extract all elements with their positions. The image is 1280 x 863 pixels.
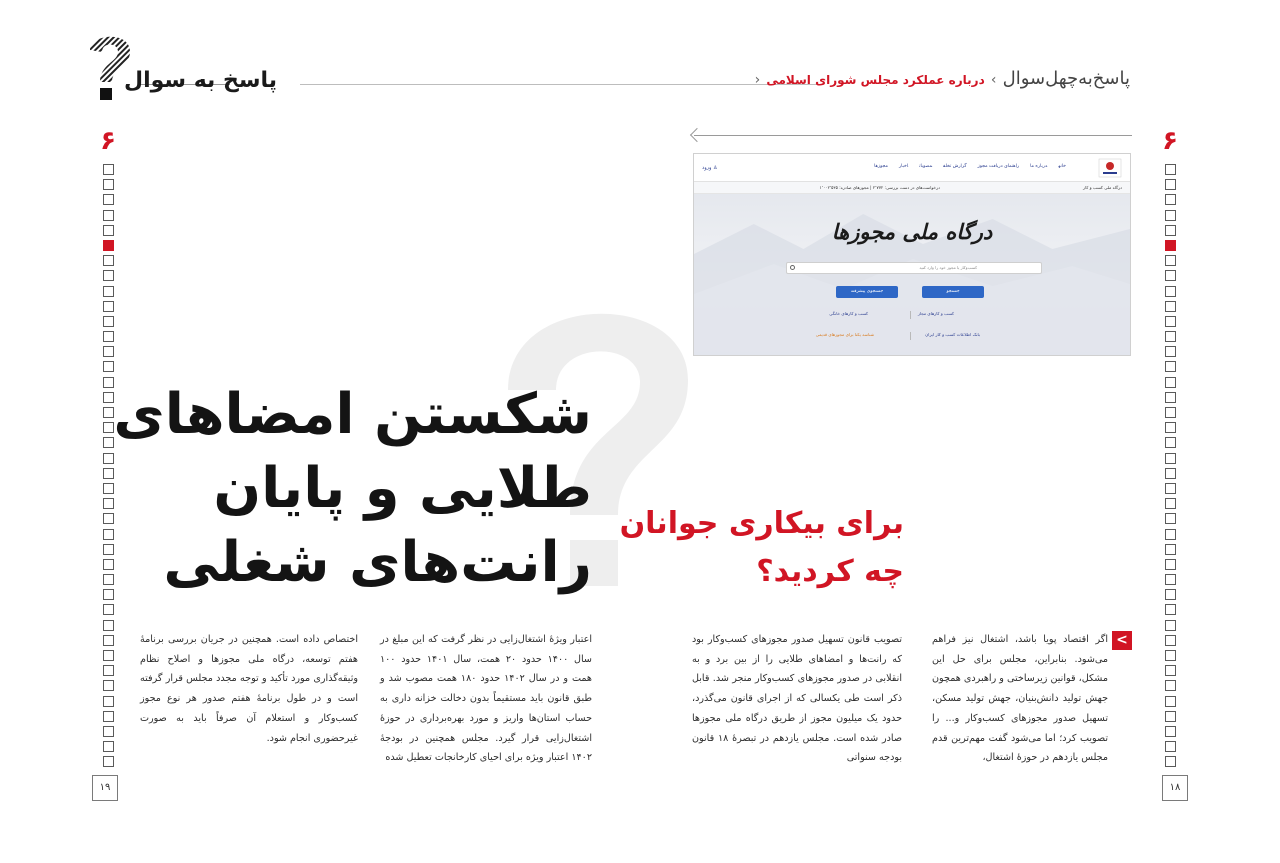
- chapter-box: [1165, 164, 1176, 175]
- right-title-main: پاسخ‌به‌چهل‌سوال: [1002, 68, 1130, 89]
- subbar-title: درگاه ملی کسب و کار: [1083, 185, 1122, 190]
- body-text-a: اعتبار ویژهٔ اشتغال‌زایی در نظر گرفت که این مبلغ در سال ۱۴۰۰ حدود ۲۰ همت، سال ۱۴۰۱ حدود ۱۰۰ همت و در سال ۱۴۰۲ حدود ۱۸۰ همت مصوب شد و طبق قانون باید مستقیماً بدون دخالت خزانه داری به حساب استان‌ها واریز و مورد بهره‌برداری در حوزهٔ اشتغال‌زایی قرار گیرد. مجلس همچنین در بودجهٔ ۱۴۰۲ اعتبار ویژه برای احیای کارخانجات تعطیل شده: [380, 634, 592, 764]
- chapter-box: [1165, 194, 1176, 205]
- chapter-box: [103, 483, 114, 494]
- chapter-box: [1165, 756, 1176, 767]
- chapter-box: [103, 225, 114, 236]
- chapter-box: [103, 711, 114, 722]
- search-placeholder: کسب‌وکار یا مجوز خود را وارد کنید: [919, 265, 977, 270]
- left-section-number: ۶: [100, 126, 116, 156]
- headline-line-3: رانت‌های شغلی: [163, 530, 592, 595]
- chapter-box: [103, 331, 114, 342]
- link-home-businesses[interactable]: کسب و کارهای خانگی: [829, 311, 868, 316]
- chapter-box: [1165, 665, 1176, 676]
- chapter-box: [103, 453, 114, 464]
- right-question-title: [619, 500, 904, 596]
- left-running-title: پاسخ به سوال: [124, 68, 277, 93]
- chapter-box: [1165, 270, 1176, 281]
- body-text-b: اختصاص داده است. همچنین در جریان بررسی برنامهٔ هفتم توسعه، درگاه ملی مجوزها و اصلاح نظام وثیقه‌گذاری مورد تأکید و توجه مجدد مجلس قرار گرفته است و در طول برنامهٔ هفتم صدور هر نوع مجوز کسب‌وکار و استعلام آن صرفاً باید به صورت غیرحضوری انجام شود.: [140, 634, 358, 744]
- link-permitted-businesses[interactable]: کسب و کارهای مجاز: [917, 311, 954, 316]
- left-headline: [113, 378, 592, 600]
- chapter-box: [1165, 726, 1176, 737]
- chapter-box: [1165, 650, 1176, 661]
- chapter-box: [1165, 711, 1176, 722]
- chapter-box: [1165, 437, 1176, 448]
- chapter-box: [103, 635, 114, 646]
- chapter-box: [1165, 225, 1176, 236]
- chapter-box: [103, 468, 114, 479]
- chapter-box: [1165, 741, 1176, 752]
- chapter-box: [1165, 453, 1176, 464]
- chapter-box: [103, 620, 114, 631]
- body-column-c: [932, 630, 1108, 768]
- chapter-box: [103, 696, 114, 707]
- site-nav-items: [863, 164, 1066, 169]
- chapter-box: [1165, 407, 1176, 418]
- chapter-box: [103, 544, 114, 555]
- website-screenshot: [693, 153, 1131, 356]
- chapter-box: [103, 179, 114, 190]
- question-line-2: چه کردید؟: [756, 554, 904, 589]
- right-title-sub: درباره عملکرد مجلس شورای اسلامی: [766, 73, 985, 87]
- chapter-box: [103, 210, 114, 221]
- chapter-box: [103, 726, 114, 737]
- site-nav-item[interactable]: مصوبات: [919, 164, 933, 169]
- subbar-stats: درخواست‌های در دست بررسی: ۲٬۷۷۲ | مجوزهای صادره: ۱٬۰۰۲٬۵۳۵: [819, 185, 940, 190]
- chapter-box: [103, 255, 114, 266]
- chapter-box: [1165, 696, 1176, 707]
- link-unique-id[interactable]: شناسه یکتا برای مجوزهای قدیمی: [815, 332, 874, 337]
- search-input[interactable]: [786, 262, 1042, 274]
- search-button[interactable]: جستجو: [922, 286, 984, 298]
- chapter-box: [103, 574, 114, 585]
- site-nav-item[interactable]: درباره ما: [1030, 164, 1048, 169]
- chapter-box: [103, 316, 114, 327]
- body-column-d: [692, 630, 902, 768]
- chapter-box: [1165, 286, 1176, 297]
- chapter-box: [1165, 498, 1176, 509]
- chapter-box-active: [1165, 240, 1176, 251]
- site-brand: درگاه ملی مجوزها: [831, 219, 993, 244]
- chapter-box: [103, 361, 114, 372]
- search-icon: [790, 265, 795, 270]
- iran-emblem-icon: [1098, 158, 1122, 178]
- chapter-box: [1165, 529, 1176, 540]
- chapter-box: [1165, 422, 1176, 433]
- body-text-c: اگر اقتصاد پویا باشد، اشتغال نیز فراهم می‌شود. بنابراین، مجلس برای حل این مشکل، قوانین زیرساختی و راهبردی همچون جهش تولید دانش‌بنیان، جهش تولید مسکن، تسهیل صدور مجوزهای کسب‌وکار و... را تصویب کرد؛ اما می‌شود گفت مهم‌ترین قدم مجلس یازدهم در حوزهٔ اشتغال،: [932, 634, 1108, 764]
- chapter-box-active: [103, 240, 114, 251]
- chapter-box: [103, 741, 114, 752]
- chapter-box: [1165, 620, 1176, 631]
- site-nav-item[interactable]: اخبار: [898, 164, 909, 169]
- question-line-1: برای بیکاری جوانان: [619, 506, 904, 541]
- chapter-box: [103, 422, 114, 433]
- right-title-separator: ›: [990, 72, 997, 88]
- chapter-box: [103, 559, 114, 570]
- right-title-end-mark: ‹: [754, 72, 761, 88]
- site-navbar: [694, 154, 1130, 182]
- chapter-box: [1165, 559, 1176, 570]
- chapter-box: [103, 301, 114, 312]
- chapter-box: [103, 392, 114, 403]
- chapter-box: [1165, 301, 1176, 312]
- site-nav-item[interactable]: مجوزها: [874, 164, 888, 169]
- chapter-box: [103, 513, 114, 524]
- right-section-number: ۶: [1162, 126, 1178, 156]
- link-divider: [910, 311, 911, 319]
- advanced-search-button[interactable]: جستجوی پیشرفته: [836, 286, 898, 298]
- chapter-box: [103, 164, 114, 175]
- site-nav-item[interactable]: راهنمای دریافت مجوز: [977, 164, 1020, 169]
- chapter-box: [1165, 544, 1176, 555]
- chapter-box: [1165, 179, 1176, 190]
- right-running-title: [753, 68, 1130, 89]
- chapter-box: [103, 270, 114, 281]
- arrow-left-icon: [690, 128, 704, 142]
- chapter-box: [1165, 574, 1176, 585]
- site-nav-item[interactable]: گزارش تخلف: [943, 164, 967, 169]
- user-icon[interactable]: ورود ♙: [702, 165, 718, 171]
- body-column-b: [140, 630, 358, 748]
- chapter-box: [1165, 316, 1176, 327]
- body-text-d: تصویب قانون تسهیل صدور مجوزهای کسب‌وکار بود که رانت‌ها و امضاهای طلایی را از بین برد و به انقلابی در صدور مجوزهای کسب‌وکار منجر شد. قابل ذکر است طی یکسالی که از اجرای قانون می‌گذرد، حدود یک میلیون مجوز از طریق درگاه ملی مجوزها صادر شده است. مجلس یازدهم در تبصرهٔ ۱۸ قانون بودجه سنواتی: [692, 634, 903, 764]
- body-column-a: [380, 630, 592, 768]
- chapter-box: [1165, 604, 1176, 615]
- chapter-box: [1165, 346, 1176, 357]
- chapter-box: [103, 194, 114, 205]
- left-chapter-boxes: [103, 164, 115, 772]
- chapter-box: [103, 437, 114, 448]
- chapter-box: [103, 498, 114, 509]
- chapter-box: [1165, 361, 1176, 372]
- chapter-box: [103, 529, 114, 540]
- link-business-database[interactable]: بانک اطلاعات کسب و کار ایران: [925, 332, 980, 337]
- chapter-box: [103, 680, 114, 691]
- chapter-box: [1165, 392, 1176, 403]
- chapter-box: [1165, 680, 1176, 691]
- chapter-box: [103, 589, 114, 600]
- chapter-box: [103, 346, 114, 357]
- chapter-box: [103, 756, 114, 767]
- chapter-box: [103, 377, 114, 388]
- quote-mark: <: [1112, 631, 1132, 650]
- chapter-box: [1165, 210, 1176, 221]
- headline-line-1: شکستن امضاهای: [113, 382, 592, 447]
- headline-line-2: طلایی و پایان: [213, 456, 592, 521]
- site-nav-item[interactable]: خانه: [1058, 164, 1066, 169]
- right-chapter-boxes: [1165, 164, 1177, 772]
- chapter-box: [1165, 513, 1176, 524]
- link-divider: [910, 332, 911, 340]
- site-subbar: [694, 182, 1130, 194]
- chapter-box: [1165, 255, 1176, 266]
- chapter-box: [1165, 589, 1176, 600]
- arrow-rule: [694, 135, 1132, 136]
- left-page-number: ۱۹: [92, 775, 118, 801]
- chapter-box: [1165, 635, 1176, 646]
- chapter-box: [1165, 331, 1176, 342]
- chapter-box: [1165, 468, 1176, 479]
- chapter-box: [1165, 483, 1176, 494]
- chapter-box: [1165, 377, 1176, 388]
- chapter-box: [103, 604, 114, 615]
- chapter-box: [103, 665, 114, 676]
- chapter-box: [103, 407, 114, 418]
- chapter-box: [103, 286, 114, 297]
- chapter-box: [103, 650, 114, 661]
- right-page-number: ۱۸: [1162, 775, 1188, 801]
